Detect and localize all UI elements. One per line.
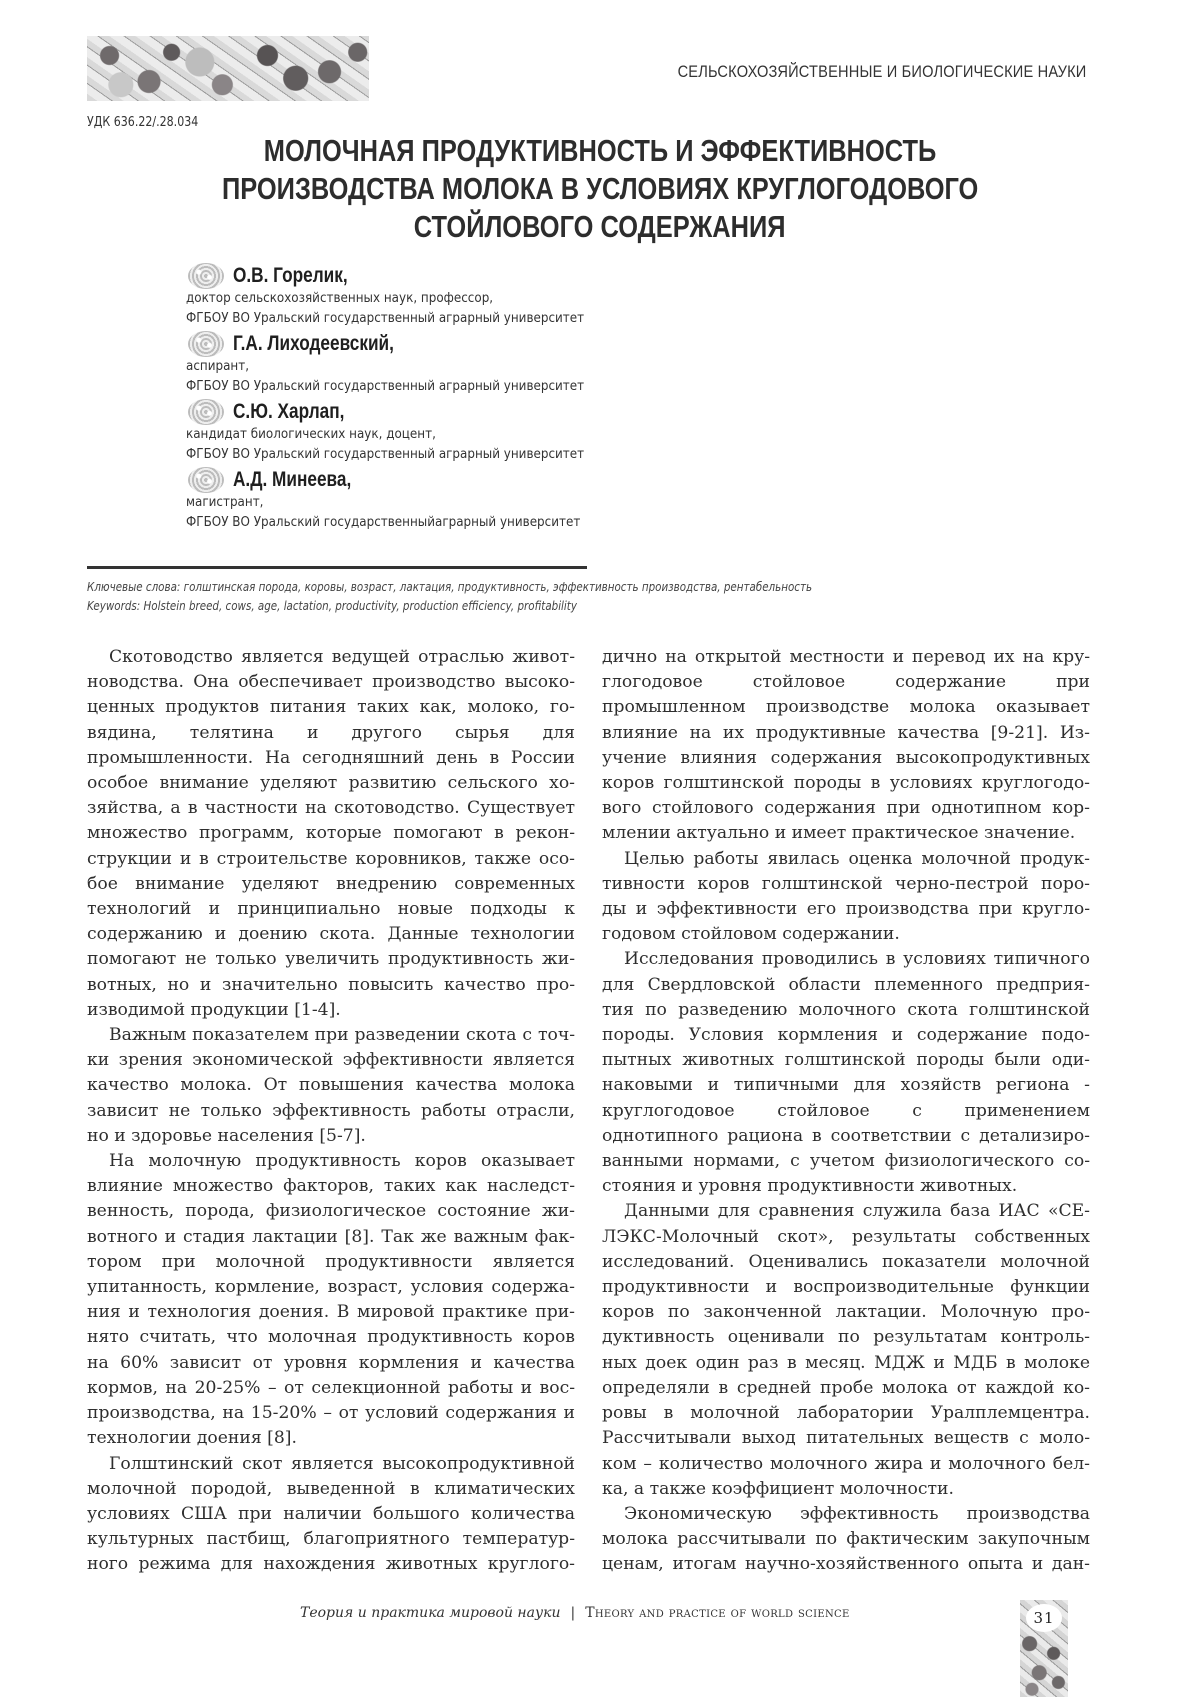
body-paragraph xyxy=(602,645,1090,847)
title-line: СТОЙЛОВОГО СОДЕРЖАНИЯ xyxy=(414,209,786,244)
text-line: венность, порода, физиологическое состояние жи- xyxy=(87,1201,575,1222)
text-line: зависит не только эффективность работы отрасли, xyxy=(87,1100,575,1121)
journal-name-en: Theory and practice of world science xyxy=(585,1605,850,1621)
text-line: промышленном производстве молока оказывает xyxy=(602,697,1090,718)
text-line: дично на открытой местности и перевод их на кру- xyxy=(602,647,1090,667)
text-line: технологий и принципиально новые подходы к xyxy=(87,899,575,920)
author-position: магистрант, xyxy=(186,495,264,510)
text-line: упитанность, кормление, возраст, условия содержа- xyxy=(87,1277,575,1298)
text-line: однотипного рациона в соответствии с детализиро- xyxy=(602,1125,1090,1146)
body-paragraph xyxy=(602,947,1090,1199)
text-line: ровы в молочной лаборатории Уралплемцентра. xyxy=(602,1403,1090,1424)
author-affiliation: ФГБОУ ВО Уральский государственный аграрный университет xyxy=(186,447,585,462)
text-line: Данными для сравнения служила база ИАС «СЕ- xyxy=(624,1201,1090,1222)
author-entry xyxy=(188,399,788,465)
author-position: кандидат биологических наук, доцент, xyxy=(186,427,436,442)
text-line: особое внимание уделяют развитию сельского хо- xyxy=(87,773,575,794)
text-line: тивности коров голштинской черно-пестрой поро- xyxy=(602,873,1090,894)
text-line: вядина, телятина и другого сырья для xyxy=(87,722,575,743)
molecule-pattern-banner-icon xyxy=(87,36,369,101)
text-line: Голштинский скот является высокопродуктивной xyxy=(109,1453,575,1474)
author-position: доктор сельскохозяйственных наук, профессор, xyxy=(186,291,494,306)
text-line: дуктивность оценивали по результатам контроль- xyxy=(602,1327,1090,1348)
body-paragraph xyxy=(87,1149,575,1451)
text-line: влияние на их продуктивные качества [9-21]. Из- xyxy=(602,722,1090,743)
text-line: для Свердловской области племенного предприя- xyxy=(602,974,1090,995)
author-entry xyxy=(188,263,788,329)
text-line: условиях США при наличии большого количества xyxy=(87,1503,575,1524)
text-line: влияние множество факторов, таких как наследст- xyxy=(87,1176,575,1197)
author-bullet-icon xyxy=(188,331,224,357)
author-bullet-icon xyxy=(188,263,224,289)
text-line: Целью работы явилась оценка молочной продук- xyxy=(624,848,1090,869)
body-paragraph xyxy=(87,645,575,1023)
text-line: культурных пастбищ, благоприятного температур- xyxy=(87,1529,575,1550)
article-title xyxy=(100,132,1100,246)
text-line: помогают не только увеличить продуктивность жи- xyxy=(87,949,575,970)
author-name: Г.А. Лиходеевский, xyxy=(233,332,394,355)
keywords-divider xyxy=(87,566,587,569)
author-list xyxy=(188,263,788,535)
text-line: зяйства, а в частности на скотоводство. Существует xyxy=(87,798,575,819)
footer-separator: | xyxy=(570,1605,576,1621)
text-line: круглогодовое стойловое с применением xyxy=(602,1100,1090,1121)
text-line: на 60% зависит от уровня кормления и качества xyxy=(87,1352,575,1373)
keywords-ru: Ключевые слова: голштинская порода, коровы, возраст, лактация, продуктивность, эффективность производства, рентабельность xyxy=(87,580,813,594)
author-bullet-icon xyxy=(188,467,224,493)
author-entry xyxy=(188,467,788,533)
text-line: породы. Условия кормления и содержание подо- xyxy=(602,1025,1090,1046)
text-line: кормов, на 20-25% – от селекционной работы и вос- xyxy=(87,1377,575,1398)
body-paragraph xyxy=(602,1199,1090,1501)
text-line: множество программ, которые помогают в рекон- xyxy=(87,823,575,844)
text-line: промышленности. На сегодняшний день в России xyxy=(87,747,575,768)
text-line: продуктивности и воспроизводительные функции xyxy=(602,1277,1090,1298)
keywords-en: Keywords: Holstein breed, cows, age, lactation, productivity, production efficiency, profitability xyxy=(87,599,577,613)
body-column-right xyxy=(602,645,1090,1578)
text-line: ком – количество молочного жира и молочного бел- xyxy=(602,1453,1090,1474)
author-entry xyxy=(188,331,788,397)
text-line: тором при молочной продуктивности является xyxy=(87,1251,575,1272)
text-line: новодства. Она обеспечивает производство высоко- xyxy=(87,672,575,693)
text-line: ценам, итогам научно-хозяйственного опыта и дан- xyxy=(602,1554,1090,1575)
author-affiliation: ФГБОУ ВО Уральский государственный аграрный университет xyxy=(186,311,585,326)
text-line: бое внимание уделяют внедрению современных xyxy=(87,873,575,894)
text-line: коров по законченной лактации. Молочную про- xyxy=(602,1302,1090,1323)
author-name: О.В. Горелик, xyxy=(233,264,348,287)
text-line: наковыми и типичными для хозяйств региона - xyxy=(602,1075,1090,1096)
text-line: ЛЭКС-Молочный скот», результаты собственных xyxy=(602,1226,1090,1247)
text-line: вого стойлового содержания при однотипном кор- xyxy=(602,798,1090,819)
text-line: ванными нормами, с учетом физиологического со- xyxy=(602,1151,1090,1172)
text-line: пытных животных голштинской породы были оди- xyxy=(602,1050,1090,1071)
text-line: годовом стойловом содержании. xyxy=(602,924,900,945)
author-affiliation: ФГБОУ ВО Уральский государственныйаграрный университет xyxy=(186,515,581,530)
text-line: вотного и стадия лактации [8]. Так же важным фак- xyxy=(87,1226,575,1247)
text-line: ного режима для нахождения животных круглого- xyxy=(87,1554,575,1575)
text-line: молока рассчитывали по фактическим закупочным xyxy=(602,1529,1090,1550)
text-line: Скотоводство является ведущей отраслью живот- xyxy=(109,647,575,667)
text-line: ных доек один раз в месяц. МДЖ и МДБ в молоке xyxy=(602,1352,1090,1373)
text-line: глогодовое стойловое содержание при xyxy=(602,672,1090,693)
keywords-block xyxy=(87,578,1127,616)
text-line: учение влияния содержания высокопродуктивных xyxy=(602,747,1090,768)
title-line: ПРОИЗВОДСТВА МОЛОКА В УСЛОВИЯХ КРУГЛОГОДОВОГО xyxy=(221,171,979,206)
text-line: ка, а также коэффициент молочности. xyxy=(602,1478,954,1499)
text-line: Важным показателем при разведении скота с точ- xyxy=(109,1025,575,1046)
text-line: Исследования проводились в условиях типичного xyxy=(624,949,1090,970)
text-line: млении актуально и имеет практическое значение. xyxy=(602,823,1076,844)
text-line: нято считать, что молочная продуктивность коров xyxy=(87,1327,575,1348)
text-line: Экономическую эффективность производства xyxy=(624,1503,1090,1524)
text-line: ценных продуктов питания таких как, молоко, го- xyxy=(87,697,575,718)
text-line: На молочную продуктивность коров оказывает xyxy=(109,1151,575,1172)
title-line: МОЛОЧНАЯ ПРОДУКТИВНОСТЬ И ЭФФЕКТИВНОСТЬ xyxy=(263,133,937,168)
text-line: ды и эффективности его производства при кругло- xyxy=(602,899,1090,920)
text-line: производства, на 15-20% – от условий содержания и xyxy=(87,1403,575,1424)
body-paragraph xyxy=(87,1023,575,1149)
author-bullet-icon xyxy=(188,399,224,425)
text-line: струкции и в строительстве коровников, также осо- xyxy=(87,848,575,869)
author-name: С.Ю. Харлап, xyxy=(233,400,345,423)
text-line: стояния и уровня продуктивности животных. xyxy=(602,1176,1018,1197)
text-line: но и здоровье населения [5-7]. xyxy=(87,1125,366,1146)
body-column-left xyxy=(87,645,575,1578)
journal-footer xyxy=(300,1605,940,1621)
journal-name-ru: Теория и практика мировой науки xyxy=(300,1605,561,1621)
text-line: исследований. Оценивались показатели молочной xyxy=(602,1251,1090,1272)
text-line: ния и технология доения. В мировой практике при- xyxy=(87,1302,575,1323)
author-name: А.Д. Минеева, xyxy=(233,468,352,491)
text-line: качество молока. От повышения качества молока xyxy=(87,1075,575,1096)
journal-section-label: СЕЛЬСКОХОЗЯЙСТВЕННЫЕ И БИОЛОГИЧЕСКИЕ НАУКИ xyxy=(677,62,1086,81)
body-paragraph xyxy=(602,847,1090,948)
author-affiliation: ФГБОУ ВО Уральский государственный аграрный университет xyxy=(186,379,585,394)
text-line: коров голштинской породы в условиях круглогодо- xyxy=(602,773,1090,794)
page-number: 31 xyxy=(1026,1604,1062,1632)
text-line: ки зрения экономической эффективности является xyxy=(87,1050,575,1071)
body-paragraph xyxy=(602,1502,1090,1578)
text-line: Рассчитывали выход питательных веществ с моло- xyxy=(602,1428,1090,1449)
text-line: определяли в средней пробе молока от каждой ко- xyxy=(602,1377,1090,1398)
author-position: аспирант, xyxy=(186,359,250,374)
text-line: содержанию и доению скота. Данные технологии xyxy=(87,924,575,945)
body-paragraph xyxy=(87,1452,575,1578)
udk-code: УДК 636.22/.28.034 xyxy=(87,115,199,130)
text-line: тия по разведению молочного скота голштинской xyxy=(602,999,1090,1020)
text-line: технологии доения [8]. xyxy=(87,1428,297,1449)
text-line: вотных, но и значительно повысить качество про- xyxy=(87,974,575,995)
text-line: изводимой продукции [1-4]. xyxy=(87,999,341,1020)
text-line: молочной породой, выведенной в климатических xyxy=(87,1478,575,1499)
